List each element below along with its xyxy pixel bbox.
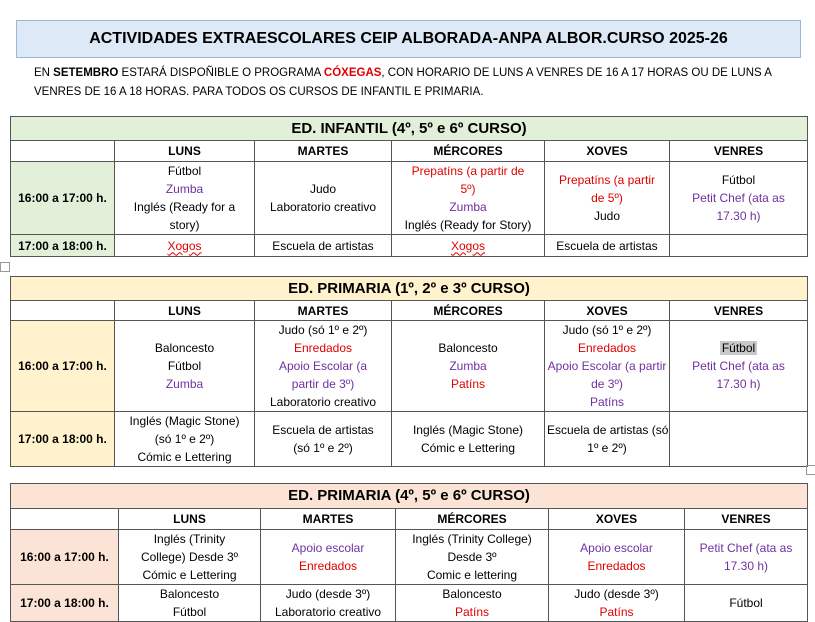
primaria-1-3-title: ED. PRIMARIA (1º, 2º e 3º CURSO): [11, 277, 808, 301]
day-header: XOVES: [545, 141, 670, 162]
activity-cell: Fútbol Petit Chef (ata as 17.30 h): [670, 321, 808, 412]
activity-cell: Apoio escolar Enredados: [549, 530, 685, 585]
day-header: MÉRCORES: [396, 509, 549, 530]
activity-cell: Xogos: [115, 235, 255, 257]
activity-cell: Inglés (Trinity College) Desde 3º Comic e lettering: [396, 530, 549, 585]
infantil-table: [10, 116, 808, 257]
day-header: VENRES: [670, 301, 808, 321]
table-move-handle[interactable]: [0, 262, 10, 272]
activity-cell: Escuela de artistas: [255, 235, 392, 257]
time-slot: 16:00 a 17:00 h.: [11, 162, 115, 235]
activity-cell: Fútbol Zumba Inglés (Ready for a story): [115, 162, 255, 235]
day-header: VENRES: [670, 141, 808, 162]
day-header: MARTES: [261, 509, 396, 530]
activity-cell: Prepatíns (a partir de 5º) Zumba Inglés (Ready for Story): [392, 162, 545, 235]
day-header: LUNS: [115, 141, 255, 162]
activity-cell: Prepatíns (a partir de 5º) Judo: [545, 162, 670, 235]
day-header: LUNS: [115, 301, 255, 321]
activity-cell: Escuela de artistas (só 1º e 2º): [255, 412, 392, 467]
activity-cell: [670, 235, 808, 257]
time-slot: 17:00 a 18:00 h.: [11, 585, 119, 622]
time-slot: 17:00 a 18:00 h.: [11, 412, 115, 467]
activity-cell: Baloncesto Fútbol Zumba: [115, 321, 255, 412]
intro-paragraph: EN SETEMBRO ESTARÁ DISPOÑIBLE O PROGRAMA CÓXEGAS, CON HORARIO DE LUNS A VENRES DE 16 A 17 HORAS OU DE LUNS A VENRES DE 16 A 18 HORAS. PARA TODOS OS CURSOS DE INFANTIL E PRIMARIA.: [34, 67, 772, 98]
activity-cell: Judo (só 1º e 2º) Enredados Apoio Escolar (a partir de 3º) Patíns: [545, 321, 670, 412]
day-header: MARTES: [255, 141, 392, 162]
activity-cell: Fútbol Petit Chef (ata as 17.30 h): [670, 162, 808, 235]
activity-cell: Baloncesto Patíns: [396, 585, 549, 622]
primaria-4-6-title: ED. PRIMARIA (4º, 5º e 6º CURSO): [11, 484, 808, 509]
primaria-4-6-table: [10, 483, 808, 622]
activity-cell: Baloncesto Zumba Patíns: [392, 321, 545, 412]
activity-cell: Escuela de artistas: [545, 235, 670, 257]
activity-cell: Judo (desde 3º) Laboratorio creativo: [261, 585, 396, 622]
primaria-1-3-table: [10, 276, 808, 467]
activity-cell: Judo (desde 3º) Patíns: [549, 585, 685, 622]
activity-cell: Baloncesto Fútbol: [119, 585, 261, 622]
activity-cell: Inglés (Trinity College) Desde 3º Cómic e Lettering: [119, 530, 261, 585]
day-header: MARTES: [255, 301, 392, 321]
activity-cell: [670, 412, 808, 467]
day-header: LUNS: [119, 509, 261, 530]
infantil-title: ED. INFANTIL (4º, 5º e 6º CURSO): [11, 117, 808, 141]
activity-cell: Fútbol: [685, 585, 808, 622]
day-header: MÉRCORES: [392, 141, 545, 162]
time-slot: 16:00 a 17:00 h.: [11, 530, 119, 585]
activity-cell: Apoio escolar Enredados: [261, 530, 396, 585]
activity-cell: Inglés (Magic Stone) Cómic e Lettering: [392, 412, 545, 467]
activity-cell: Judo Laboratorio creativo: [255, 162, 392, 235]
activity-cell: Judo (só 1º e 2º) Enredados Apoio Escolar (a partir de 3º) Laboratorio creativo: [255, 321, 392, 412]
day-header: XOVES: [549, 509, 685, 530]
activity-cell: Inglés (Magic Stone) (só 1º e 2º) Cómic e Lettering: [115, 412, 255, 467]
day-header: XOVES: [545, 301, 670, 321]
time-slot: 17:00 a 18:00 h.: [11, 235, 115, 257]
activity-cell: Xogos: [392, 235, 545, 257]
activity-cell: Petit Chef (ata as 17.30 h): [685, 530, 808, 585]
time-slot: 16:00 a 17:00 h.: [11, 321, 115, 412]
day-header: VENRES: [685, 509, 808, 530]
page-title: ACTIVIDADES EXTRAESCOLARES CEIP ALBORADA-ANPA ALBOR.CURSO 2025-26: [16, 20, 801, 58]
day-header: MÉRCORES: [392, 301, 545, 321]
table-resize-handle[interactable]: [806, 465, 815, 475]
activity-cell: Escuela de artistas (só 1º e 2º): [545, 412, 670, 467]
